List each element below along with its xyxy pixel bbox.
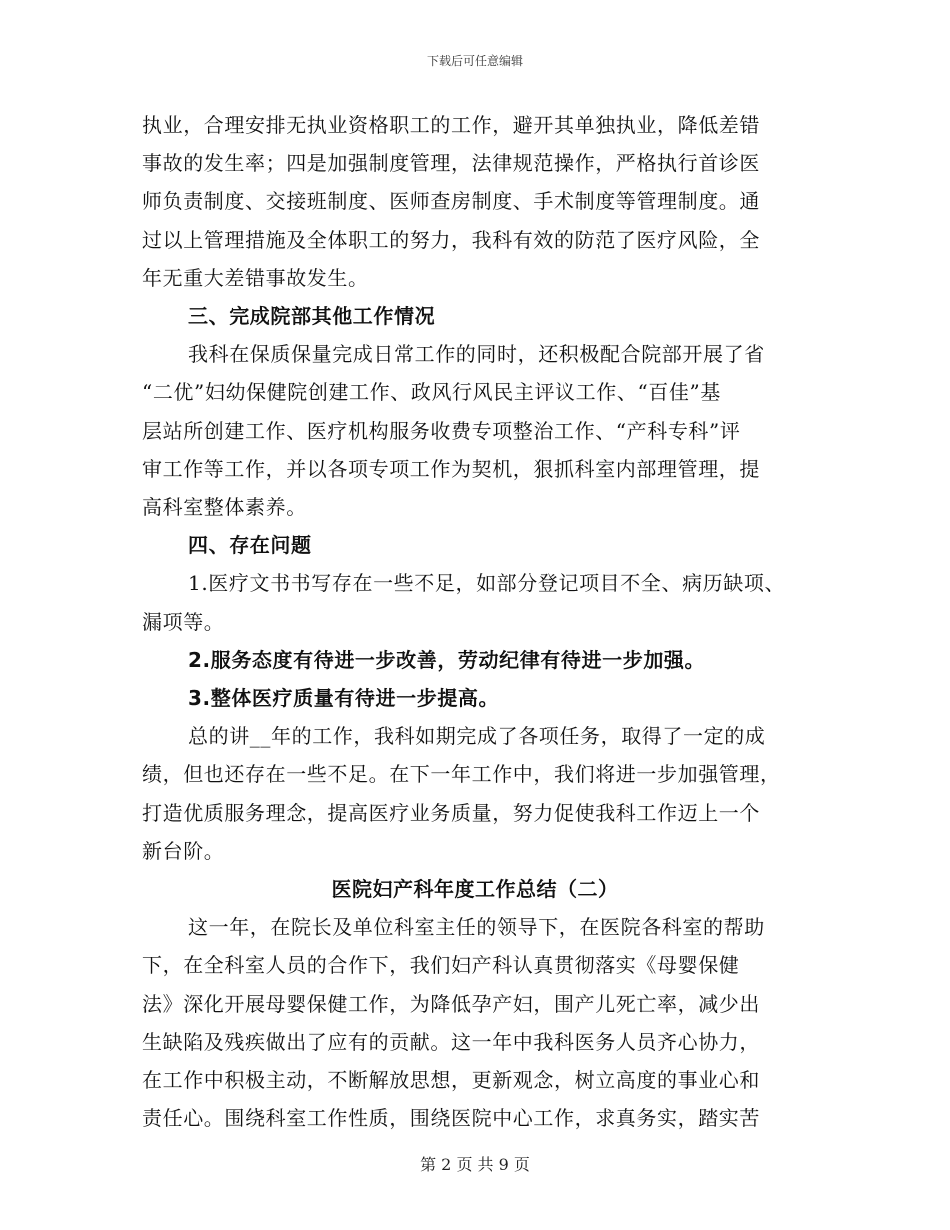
text-line: 打造优质服务理念，提高医疗业务质量，努力促使我科工作迈上一个	[142, 800, 760, 825]
text-line: 1.医疗文书书写存在一些不足，如部分登记项目不全、病历缺项、	[188, 571, 786, 596]
text-line: 我科在保质保量完成日常工作的同时，还积极配合院部开展了省	[188, 342, 765, 367]
page-footer: 第 2 页 共 9 页	[420, 1155, 530, 1174]
text-line: 下，在全科室人员的合作下，我们妇产科认真贯彻落实《母婴保健	[142, 953, 740, 978]
text-line: 总的讲__年的工作，我科如期完成了各项任务，取得了一定的成	[188, 724, 766, 749]
page-header: 下载后可任意编辑	[426, 54, 523, 68]
text-line: 审工作等工作，并以各项专项工作为契机，狠抓科室内部理管理，提	[142, 456, 760, 481]
text-line: 高科室整体素养。	[142, 495, 307, 520]
text-line: 新台阶。	[142, 838, 225, 863]
text-line: 事故的发生率；四是加强制度管理，法律规范操作，严格执行首诊医	[142, 151, 760, 176]
text-line: 这一年，在院长及单位科室主任的领导下，在医院各科室的帮助	[188, 915, 765, 940]
section-heading: 四、存在问题	[188, 533, 312, 558]
text-line: 过以上管理措施及全体职工的努力，我科有效的防范了医疗风险，全	[142, 227, 760, 252]
text-line: 绩，但也还存在一些不足。在下一年工作中，我们将进一步加强管理，	[142, 762, 781, 787]
text-line: 年无重大差错事故发生。	[142, 265, 369, 290]
text-line: 生缺陷及残疾做出了应有的贡献。这一年中我科医务人员齐心协力，	[142, 1029, 760, 1054]
text-line: 责任心。围绕科室工作性质，围绕医院中心工作，求真务实，踏实苦	[142, 1106, 760, 1131]
text-line: 在工作中积极主动，不断解放思想，更新观念，树立高度的事业心和	[142, 1068, 760, 1093]
section-heading: 三、完成院部其他工作情况	[188, 304, 436, 329]
text-line: 漏项等。	[142, 609, 225, 634]
bold-item: 3.整体医疗质量有待进一步提高。	[188, 686, 500, 711]
text-line: 法》深化开展母婴保健工作，为降低孕产妇，围产儿死亡率，减少出	[142, 991, 760, 1016]
bold-item: 2.服务态度有待进一步改善，劳动纪律有待进一步加强。	[188, 647, 706, 672]
document-body	[142, 106, 808, 1137]
document-title: 医院妇产科年度工作总结（二）	[331, 877, 619, 902]
text-line: 师负责制度、交接班制度、医师查房制度、手术制度等管理制度。通	[142, 189, 760, 214]
text-line: 执业，合理安排无执业资格职工的工作，避开其单独执业，降低差错	[142, 113, 760, 137]
text-line: “二优”妇幼保健院创建工作、政风行风民主评议工作、“百佳”基	[142, 380, 721, 405]
text-line: 层站所创建工作、医疗机构服务收费专项整治工作、“产科专科”评	[142, 418, 741, 443]
